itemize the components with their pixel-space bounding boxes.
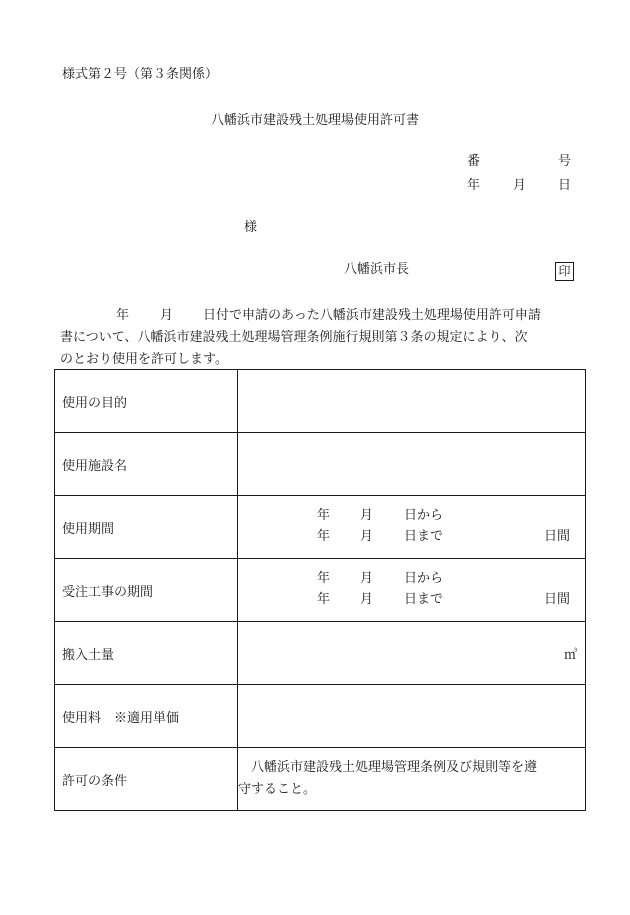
construction-period-until [238, 591, 585, 609]
from-mark: 日から [404, 508, 444, 523]
table-row [55, 748, 586, 811]
issue-date-month: 月 [513, 178, 527, 193]
year-mark: 年 [317, 592, 331, 607]
month-mark: 月 [360, 571, 374, 586]
permit-statement [60, 305, 580, 371]
table-row [55, 433, 586, 496]
facility-value [238, 433, 586, 496]
usage-period-label: 使用期間 [55, 496, 238, 559]
year-mark: 年 [317, 508, 331, 523]
issuer-name: 八幡浜市長 [344, 262, 410, 277]
construction-period-from [238, 570, 585, 588]
until-mark: 日まで [404, 529, 444, 544]
month-mark: 月 [360, 508, 374, 523]
days-mark: 日間 [544, 592, 571, 607]
fee-value [238, 685, 586, 748]
cubic-meter-unit: ㎥ [563, 648, 577, 663]
soil-volume-value [238, 622, 586, 685]
soil-volume-label: 搬入土量 [55, 622, 238, 685]
purpose-value [238, 370, 586, 433]
purpose-label: 使用の目的 [55, 370, 238, 433]
until-mark: 日まで [404, 592, 444, 607]
statement-year: 年 [116, 308, 130, 323]
table-row [55, 622, 586, 685]
form-number: 様式第２号（第３条関係） [62, 67, 219, 82]
conditions-line-2: 守すること。 [238, 782, 317, 797]
conditions-line-1: 八幡浜市建設残土処理場管理条例及び規則等を遵 [251, 760, 538, 775]
seal-mark: 印 [555, 262, 574, 281]
construction-period-label: 受注工事の期間 [55, 559, 238, 622]
usage-period-until [238, 528, 585, 546]
issue-date-year: 年 [467, 178, 481, 193]
statement-line-1 [60, 305, 580, 327]
usage-period-from [238, 507, 585, 525]
table-row [55, 496, 586, 559]
conditions-value [238, 748, 586, 811]
reference-ban: 番 [467, 154, 481, 169]
construction-period-value [238, 559, 586, 622]
statement-text-1: 日付で申請のあった八幡浜市建設残土処理場使用許可申請 [203, 308, 541, 323]
addressee: 様 [244, 220, 258, 235]
table-row [55, 559, 586, 622]
from-mark: 日から [404, 571, 444, 586]
conditions-label: 許可の条件 [55, 748, 238, 811]
statement-line-2: 書について、八幡浜市建設残土処理場管理条例施行規則第３条の規定により、次 [60, 330, 528, 345]
facility-label: 使用施設名 [55, 433, 238, 496]
fee-label: 使用料 ※適用単価 [55, 685, 238, 748]
permit-details-table [54, 369, 586, 811]
usage-period-value [238, 496, 586, 559]
table-row [55, 685, 586, 748]
month-mark: 月 [360, 529, 374, 544]
days-mark: 日間 [544, 529, 571, 544]
statement-line-3: のとおり使用を許可します。 [60, 352, 228, 367]
year-mark: 年 [317, 529, 331, 544]
month-mark: 月 [360, 592, 374, 607]
year-mark: 年 [317, 571, 331, 586]
statement-month: 月 [160, 308, 174, 323]
table-row [55, 370, 586, 433]
issue-date-day: 日 [557, 178, 571, 193]
document-title: 八幡浜市建設残土処理場使用許可書 [210, 113, 419, 128]
reference-go: 号 [557, 154, 571, 169]
